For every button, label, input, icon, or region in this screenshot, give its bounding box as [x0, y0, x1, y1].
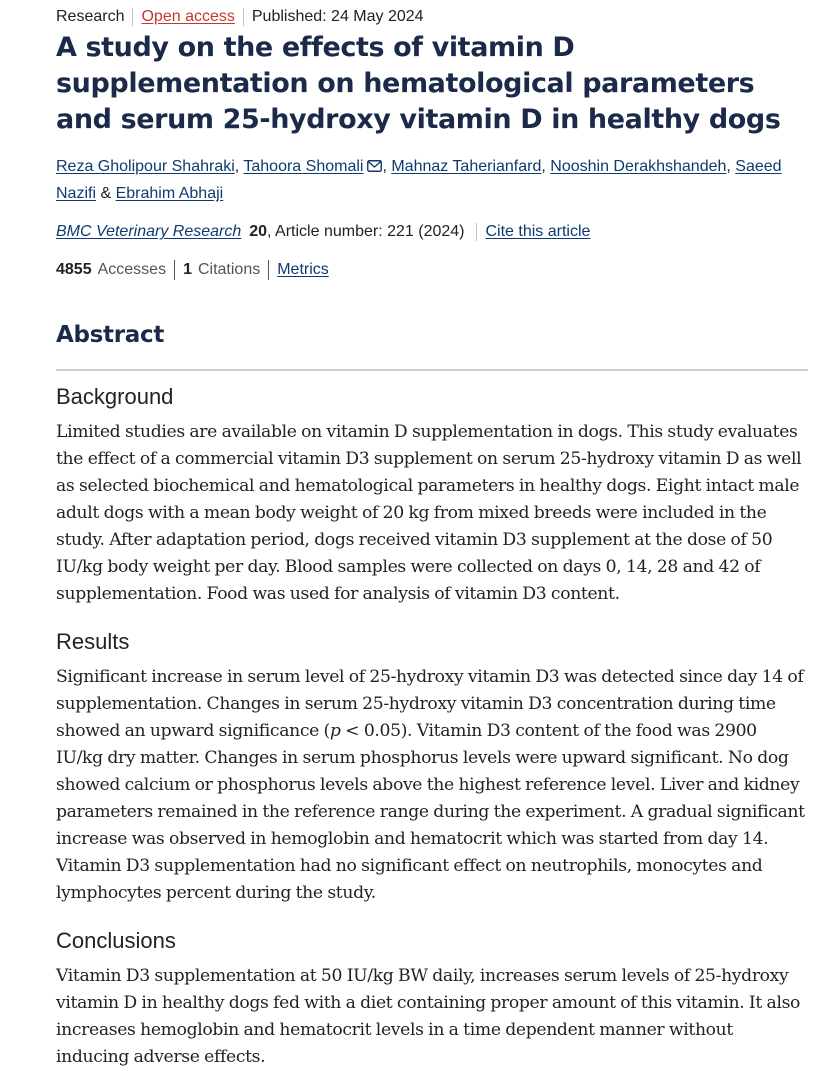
mail-icon[interactable]	[367, 154, 382, 166]
article-title: A study on the effects of vitamin D supplementation on hematological parameters and serum 25-hydroxy vitamin D in healthy dogs	[56, 32, 781, 135]
citation-info	[56, 222, 808, 242]
article-page	[56, 0, 808, 1071]
open-access-link[interactable]: Open access	[141, 8, 235, 25]
divider	[476, 223, 477, 241]
conclusions-text: Vitamin D3 supplementation at 50 IU/kg BW daily, increases serum levels of 25-hydroxy vitamin D in healthy dogs fed with a diet containing proper amount of this vitamin. It also increases hemoglobin and hematocrit levels in a time dependent manner without inducing adverse effects.	[56, 966, 801, 1068]
divider	[243, 8, 244, 26]
divider	[132, 8, 133, 26]
p-value-symbol: p	[329, 721, 341, 742]
divider	[268, 260, 269, 280]
author-list	[56, 153, 808, 207]
author-link[interactable]: Reza Gholipour Shahraki	[56, 158, 235, 175]
published-date: Published: 24 May 2024	[251, 8, 424, 25]
author-link[interactable]: Tahoora Shomali	[243, 158, 364, 175]
article-number: , Article number: 221 (2024)	[267, 223, 465, 240]
accesses-count: 4855	[56, 261, 92, 278]
results-heading: Results	[56, 629, 130, 655]
volume-number: 20	[249, 223, 268, 240]
citations-label: Citations	[197, 261, 261, 278]
article-meta	[56, 7, 808, 27]
author-separator: ,	[382, 158, 392, 175]
author-link[interactable]: Mahnaz Taherianfard	[391, 158, 542, 175]
background-text: Limited studies are available on vitamin D supplementation in dogs. This study evaluates the effect of a commercial vitamin D3 supplement on serum 25-hydroxy vitamin D as well as selected biochemical and hematological parameters in healthy dogs. Eight intact male adult dogs with a mean body weight of 20 kg from mixed breeds were included in the study. After adaptation period, dogs received vitamin D3 supplement at the dose of 50 IU/kg body weight per day. Blood samples were collected on days 0, 14, 28 and 42 of supplementation. Food was used for analysis of vitamin D3 content.	[56, 422, 802, 605]
article-metrics	[56, 260, 808, 280]
accesses-label: Accesses	[97, 261, 167, 278]
author-separator: ,	[541, 158, 551, 175]
background-heading: Background	[56, 384, 174, 410]
author-link[interactable]: Ebrahim Abhaji	[115, 185, 224, 202]
abstract-heading: Abstract	[56, 322, 165, 348]
cite-this-article-link[interactable]: Cite this article	[485, 223, 591, 240]
author-separator: ,	[234, 158, 244, 175]
results-text-part: < 0.05). Vitamin D3 content of the food was 2900 IU/kg dry matter. Changes in serum phosphorus levels were upward significant. No dog showed calcium or phosphorus levels above the highest reference level. Liver and kidney parameters remained in the reference range during the experiment. A gradual significant increase was observed in hemoglobin and hematocrit which was started from day 14. Vitamin D3 supplementation had no significant effect on neutrophils, monocytes and lymphocytes percent during the study.	[56, 721, 805, 904]
divider	[174, 260, 175, 280]
abstract-section	[56, 320, 808, 1071]
conclusions-heading: Conclusions	[56, 928, 176, 954]
author-separator: &	[96, 185, 116, 202]
author-separator: ,	[726, 158, 736, 175]
author-link[interactable]: Saeed Nazifi	[56, 158, 782, 202]
abstract-divider	[56, 369, 808, 371]
citations-count: 1	[183, 261, 192, 278]
journal-link[interactable]: BMC Veterinary Research	[56, 223, 242, 240]
article-type: Research	[56, 8, 125, 25]
results-text-part: Significant increase in serum level of 25-hydroxy vitamin D3 was detected since day 14 of supplementation. Changes in serum 25-hydroxy vitamin D3 concentration during time showed an upward significance (	[56, 667, 804, 742]
metrics-link[interactable]: Metrics	[277, 261, 329, 278]
results-text	[56, 664, 808, 907]
author-link[interactable]: Nooshin Derakhshandeh	[550, 158, 727, 175]
